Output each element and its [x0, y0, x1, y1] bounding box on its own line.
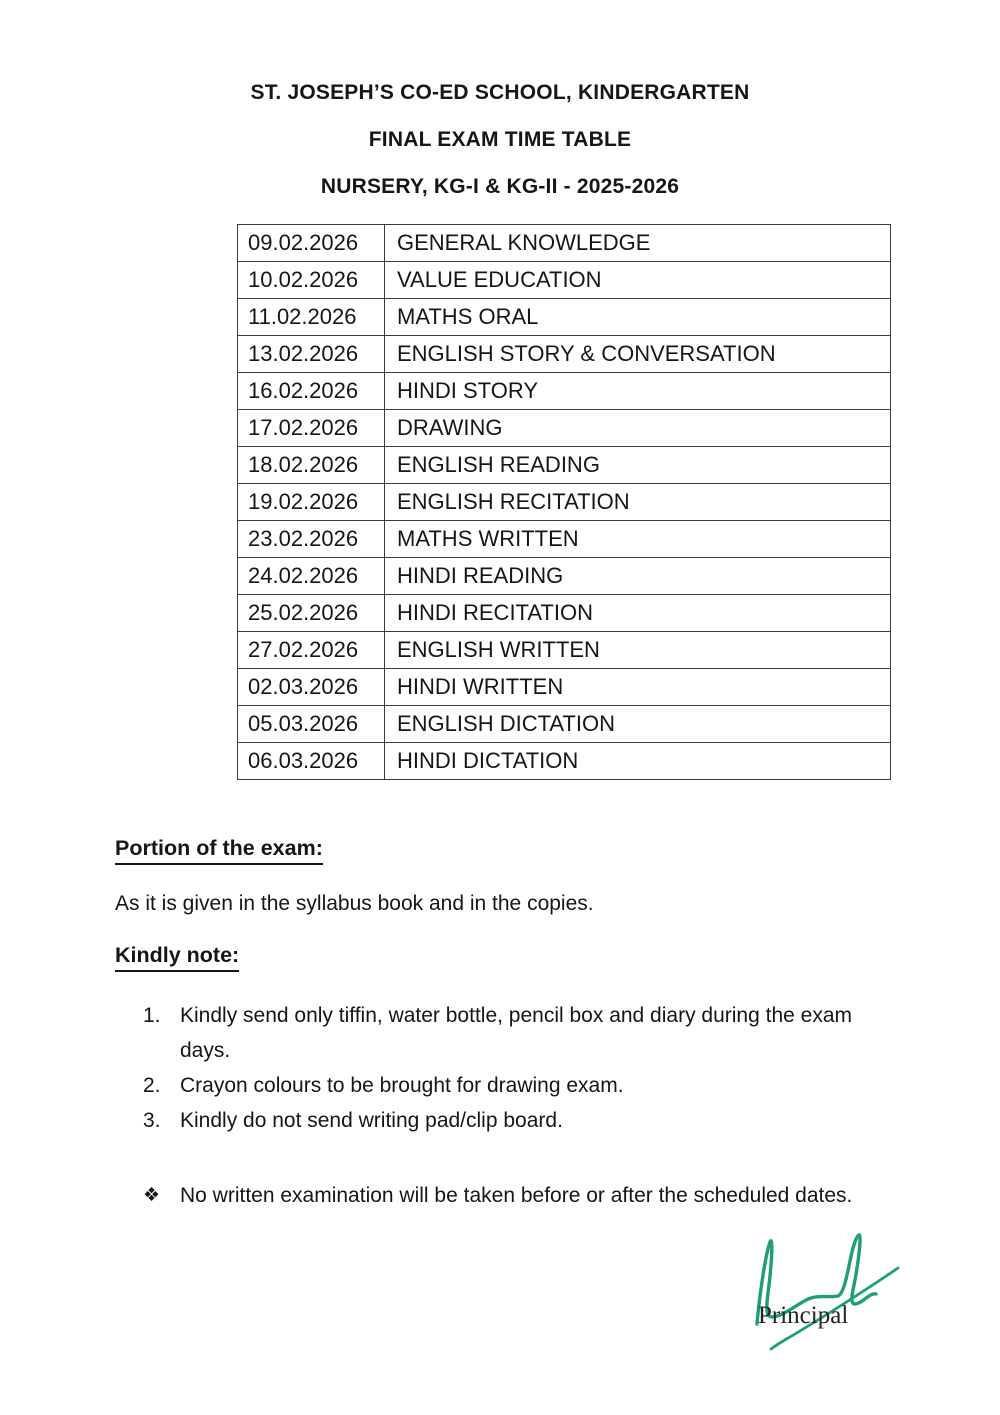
exam-subject-cell: MATHS WRITTEN — [385, 521, 891, 558]
list-item-number: 1. — [143, 1004, 161, 1027]
special-note — [143, 1178, 885, 1213]
table-row — [238, 410, 891, 447]
table-row — [238, 373, 891, 410]
exam-date-cell: 18.02.2026 — [238, 447, 385, 484]
exam-date-cell: 06.03.2026 — [238, 743, 385, 780]
exam-date-cell: 19.02.2026 — [238, 484, 385, 521]
special-note-text: No written examination will be taken before or after the scheduled dates. — [180, 1184, 853, 1207]
portion-heading — [115, 836, 885, 865]
list-item — [143, 1103, 885, 1138]
table-row — [238, 558, 891, 595]
class-session-title: NURSERY, KG-I & KG-II - 2025-2026 — [320, 175, 680, 198]
exam-subject-cell: HINDI WRITTEN — [385, 669, 891, 706]
table-row — [238, 669, 891, 706]
diamond-bullet-icon: ❖ — [143, 1185, 161, 1206]
exam-date-cell: 02.03.2026 — [238, 669, 385, 706]
exam-subject-cell: MATHS ORAL — [385, 299, 891, 336]
exam-subject-cell: ENGLISH DICTATION — [385, 706, 891, 743]
exam-subject-cell: HINDI DICTATION — [385, 743, 891, 780]
exam-date-cell: 13.02.2026 — [238, 336, 385, 373]
exam-date-cell: 25.02.2026 — [238, 595, 385, 632]
exam-subject-cell: HINDI READING — [385, 558, 891, 595]
table-row — [238, 595, 891, 632]
table-row — [238, 299, 891, 336]
table-row — [238, 632, 891, 669]
exam-subject-cell: GENERAL KNOWLEDGE — [385, 225, 891, 262]
notes-list — [143, 998, 885, 1138]
signature-block — [740, 1230, 920, 1360]
exam-subject-cell: ENGLISH STORY & CONVERSATION — [385, 336, 891, 373]
exam-subject-cell: ENGLISH READING — [385, 447, 891, 484]
exam-subject-cell: HINDI RECITATION — [385, 595, 891, 632]
table-row — [238, 262, 891, 299]
school-title: ST. JOSEPH’S CO-ED SCHOOL, KINDERGARTEN — [250, 81, 750, 104]
portion-body-text: As it is given in the syllabus book and in the copies. — [115, 892, 594, 915]
list-item-number: 2. — [143, 1074, 161, 1097]
exam-date-cell: 16.02.2026 — [238, 373, 385, 410]
exam-date-cell: 11.02.2026 — [238, 299, 385, 336]
exam-date-cell: 17.02.2026 — [238, 410, 385, 447]
exam-date-cell: 27.02.2026 — [238, 632, 385, 669]
exam-date-cell: 09.02.2026 — [238, 225, 385, 262]
exam-date-cell: 10.02.2026 — [238, 262, 385, 299]
exam-subject-cell: VALUE EDUCATION — [385, 262, 891, 299]
exam-timetable-body — [238, 225, 891, 780]
list-item — [143, 998, 885, 1068]
exam-title: FINAL EXAM TIME TABLE — [368, 128, 632, 151]
list-item-text: Kindly send only tiffin, water bottle, pencil box and diary during the exam days. — [180, 1004, 852, 1062]
document-header — [0, 0, 1000, 198]
body-sections — [115, 836, 885, 1213]
table-row — [238, 336, 891, 373]
table-row — [238, 225, 891, 262]
table-row — [238, 484, 891, 521]
principal-signature-icon — [740, 1230, 920, 1360]
exam-subject-cell: ENGLISH WRITTEN — [385, 632, 891, 669]
list-item-text: Crayon colours to be brought for drawing exam. — [180, 1074, 624, 1097]
table-row — [238, 521, 891, 558]
kindly-note-heading-text: Kindly note: — [115, 943, 239, 972]
list-item-text: Kindly do not send writing pad/clip board. — [180, 1109, 563, 1132]
exam-date-cell: 05.03.2026 — [238, 706, 385, 743]
list-item-number: 3. — [143, 1109, 161, 1132]
table-row — [238, 743, 891, 780]
principal-label: Principal — [758, 1302, 849, 1329]
portion-heading-text: Portion of the exam: — [115, 836, 323, 865]
exam-subject-cell: HINDI STORY — [385, 373, 891, 410]
kindly-note-heading — [115, 943, 885, 972]
exam-timetable — [237, 224, 891, 780]
list-item — [143, 1068, 885, 1103]
table-row — [238, 706, 891, 743]
table-row — [238, 447, 891, 484]
exam-subject-cell: DRAWING — [385, 410, 891, 447]
exam-subject-cell: ENGLISH RECITATION — [385, 484, 891, 521]
exam-date-cell: 23.02.2026 — [238, 521, 385, 558]
exam-date-cell: 24.02.2026 — [238, 558, 385, 595]
